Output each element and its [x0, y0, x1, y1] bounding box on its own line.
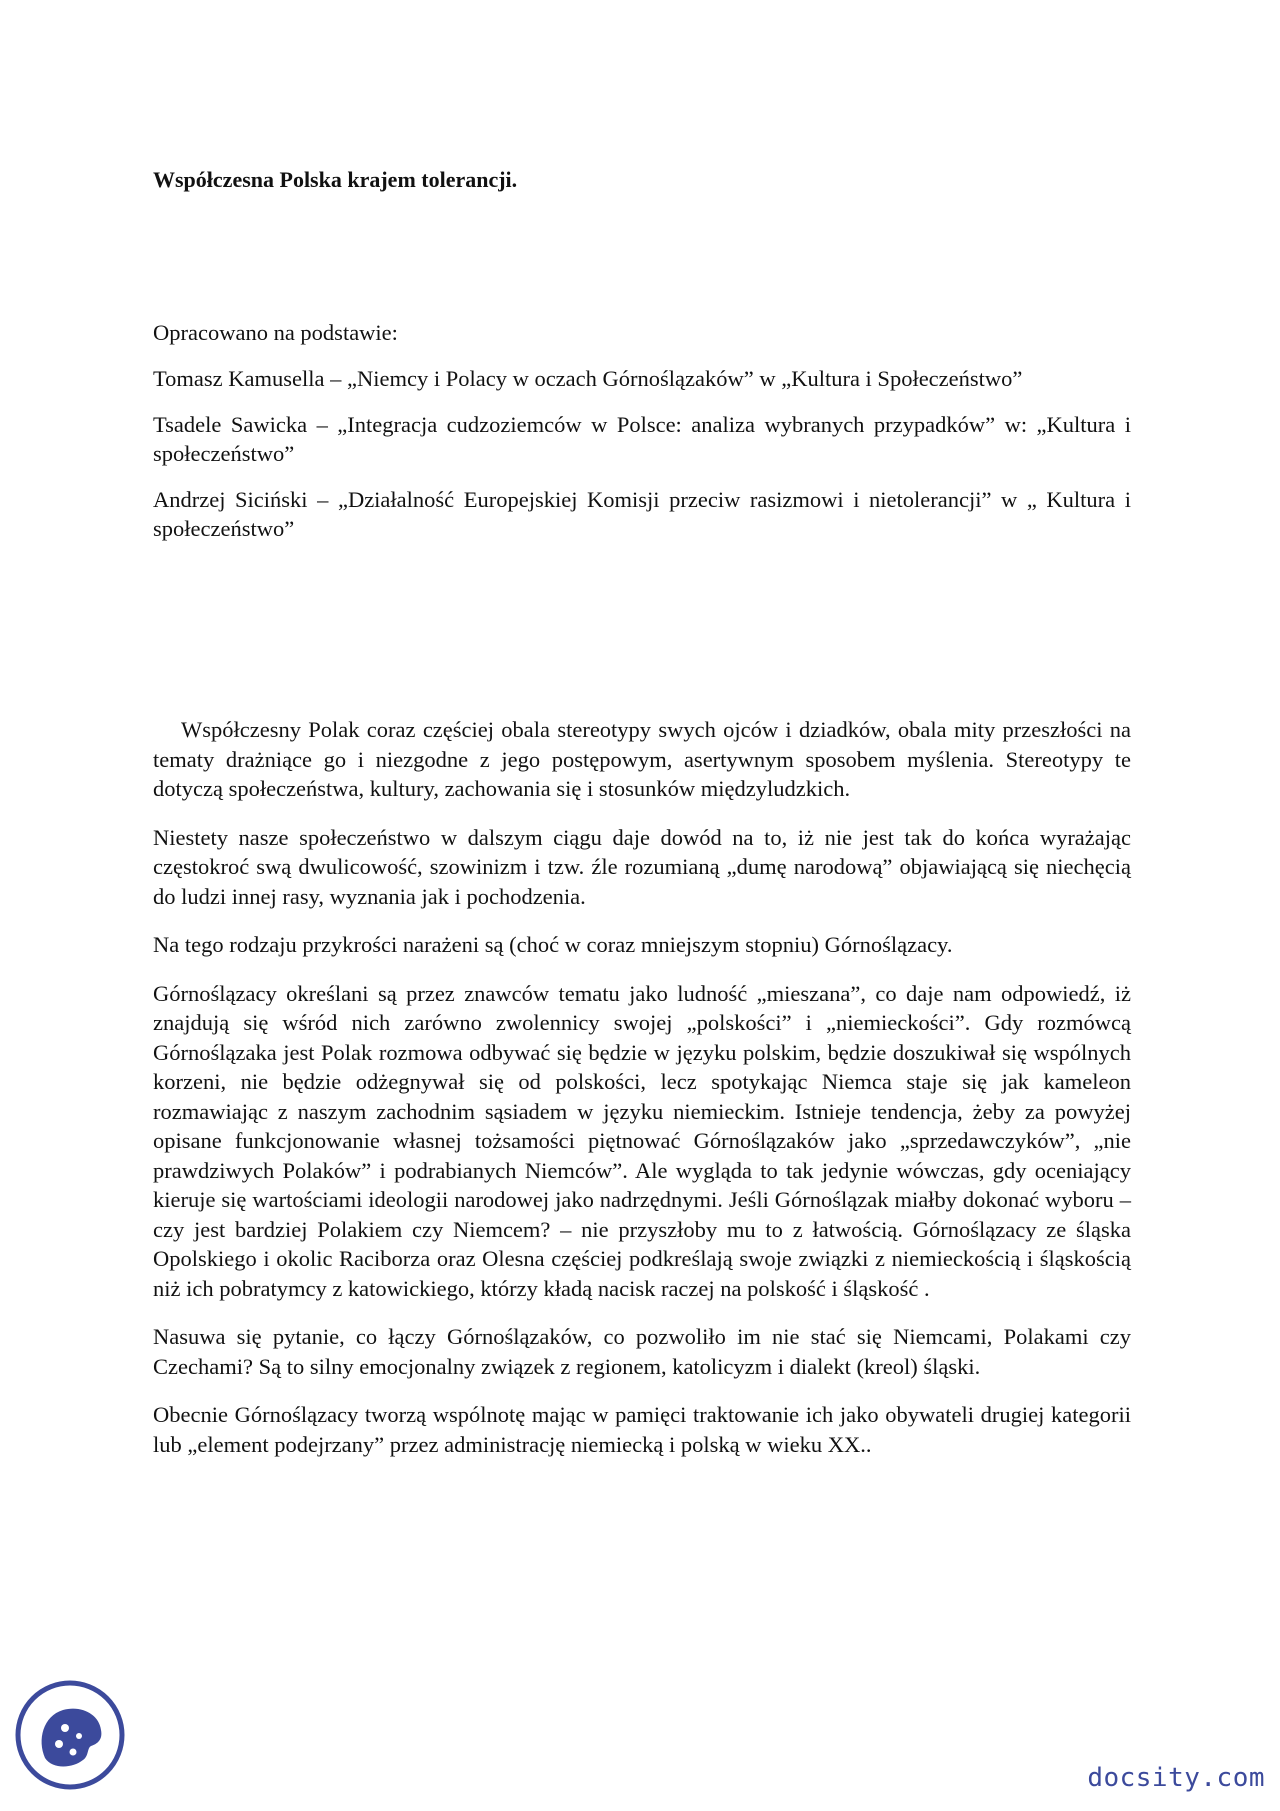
paragraph: Obecnie Górnoślązacy tworzą wspólnotę mając w pamięci traktowanie ich jako obywateli drugiej kategorii lub „element podejrzany” przez administrację niemiecką i polską w wieku XX..: [153, 1402, 1131, 1457]
sources-section: [153, 318, 1131, 560]
source-item: Andrzej Siciński – „Działalność Europejskiej Komisji przeciw rasizmowi i nietolerancji” w „ Kultura i społeczeństwo”: [153, 487, 1131, 541]
document-body: [153, 715, 1131, 1478]
paragraph: Na tego rodzaju przykrości narażeni są (choć w coraz mniejszym stopniu) Górnoślązacy.: [153, 932, 953, 957]
docsity-logo-icon[interactable]: [15, 1680, 125, 1790]
paragraph: Niestety nasze społeczeństwo w dalszym ciągu daje dowód na to, iż nie jest tak do końca wyrażając częstokroć swą dwulicowość, szowinizm i tzw. źle rozumianą „dumę narodową” objawiającą się niechęcią do ludzi innej rasy, wyznania jak i pochodzenia.: [153, 824, 1131, 909]
paragraph: Współczesny Polak coraz częściej obala stereotypy swych ojców i dziadków, obala mity przeszłości na tematy drażniące go i niezgodne z jego postępowym, asertywnym sposobem myślenia. Stereotypy te dotyczą społeczeństwa, kultury, zachowania się i stosunków międzyludzkich.: [153, 717, 1131, 801]
sources-intro: Opracowano na podstawie:: [153, 320, 398, 345]
docsity-brand-link[interactable]: docsity.com: [1087, 1763, 1265, 1793]
source-item: Tomasz Kamusella – „Niemcy i Polacy w oczach Górnoślązaków” w „Kultura i Społeczeństwo”: [153, 366, 1023, 391]
source-item: Tsadele Sawicka – „Integracja cudzoziemców w Polsce: analiza wybranych przypadków” w: „Kultura i społeczeństwo”: [153, 412, 1131, 466]
paragraph: Górnoślązacy określani są przez znawców tematu jako ludność „mieszana”, co daje nam odpowiedź, iż znajdują się wśród nich zarówno zwolennicy swojej „polskości” i „niemieckości”. Gdy rozmówcą Górnoślązaka jest Polak rozmowa odbywać się będzie w języku polskim, będzie doszukiwał się wspólnych korzeni, nie będzie odżegnywał się od polskości, lecz spotykając Niemca staje się jak kameleon rozmawiając z naszym zachodnim sąsiadem w języku niemieckim. Istnieje tendencja, żeby za powyżej opisane funkcjonowanie własnej tożsamości piętnować Górnoślązaków jako „sprzedawczyków”, „nie prawdziwych Polaków” i podrabianych Niemców”. Ale wygląda to tak jedynie wówczas, gdy oceniający kieruje się wartościami ideologii narodowej jako nadrzędnymi. Jeśli Górnoślązak miałby dokonać wyboru – czy jest bardziej Polakiem czy Niemcem? – nie przyszłoby mu to z łatwością. Górnoślązacy ze śląska Opolskiego i okolic Raciborza oraz Olesna częściej podkreślają swoje związki z niemieckością i śląskością niż ich pobratymcy z katowickiego, którzy kładą nacisk raczej na polskość i śląskość .: [153, 980, 1131, 1301]
document-title: Współczesna Polska krajem tolerancji.: [153, 167, 518, 192]
paragraph: Nasuwa się pytanie, co łączy Górnoślązaków, co pozwoliło im nie stać się Niemcami, Polakami czy Czechami? Są to silny emocjonalny związek z regionem, katolicyzm i dialekt (kreol) śląski.: [153, 1324, 1131, 1379]
